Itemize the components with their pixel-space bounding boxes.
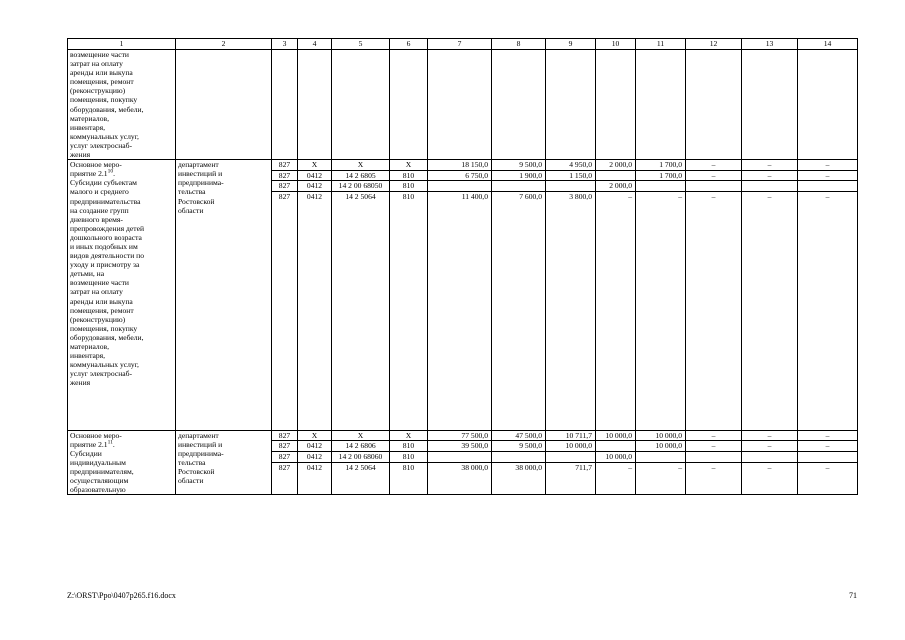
text-line: уходу и присмотру за <box>70 260 140 270</box>
text-line: . <box>113 169 115 179</box>
data-cell: 3 800,0 <box>546 191 596 430</box>
data-cell: Х <box>298 160 332 171</box>
column-header: 9 <box>546 39 596 50</box>
data-cell: – <box>686 463 742 495</box>
text-line: материалов, <box>70 113 109 123</box>
text-line: Ростовской <box>178 467 215 476</box>
text-line: инвентаря, <box>70 122 106 132</box>
text-line: аренды или выкупа <box>70 296 133 306</box>
data-cell <box>636 181 686 192</box>
data-cell: 39 500,0 <box>428 441 492 452</box>
data-cell: – <box>686 430 742 441</box>
text-line: оборудования, мебели, <box>70 104 144 114</box>
text-line: на создание групп <box>70 205 129 215</box>
data-cell: 0412 <box>298 463 332 495</box>
data-cell: – <box>742 430 798 441</box>
text-line: предпринимателям, <box>70 467 134 476</box>
data-cell: 14 2 00 68060 <box>332 452 390 463</box>
data-cell <box>798 452 858 463</box>
data-cell <box>686 452 742 463</box>
column-header: 10 <box>596 39 636 50</box>
data-cell <box>596 441 636 452</box>
text-line: затрат на оплату <box>70 287 123 297</box>
data-cell: 1 900,0 <box>492 170 546 181</box>
column-header: 11 <box>636 39 686 50</box>
text-line: области <box>178 476 204 486</box>
data-cell: – <box>636 191 686 430</box>
measure-name <box>68 430 176 495</box>
text-line: тельства <box>178 457 206 467</box>
text-line: затрат на оплату <box>70 59 123 69</box>
text-line: видов деятельности по <box>70 251 145 261</box>
data-cell: 827 <box>272 160 298 171</box>
text-line: помещения, покупку <box>70 323 138 333</box>
measure-number-line <box>70 169 173 178</box>
empty-cell <box>272 50 298 160</box>
text-line: приятие 2.1 <box>70 169 108 179</box>
text-line: оборудования, мебели, <box>70 332 144 342</box>
data-cell: 827 <box>272 452 298 463</box>
data-cell: 47 500,0 <box>492 430 546 441</box>
data-cell: 14 2 5064 <box>332 463 390 495</box>
data-cell: 77 500,0 <box>428 430 492 441</box>
data-cell: – <box>798 463 858 495</box>
data-cell: 10 711,7 <box>546 430 596 441</box>
footer-file-path: Z:\ORST\Ppo\0407p265.f16.docx <box>67 591 176 600</box>
data-cell: 810 <box>390 441 428 452</box>
empty-cell <box>596 50 636 160</box>
empty-cell <box>176 50 272 160</box>
measure-name <box>68 160 176 431</box>
data-cell: 1 700,0 <box>636 170 686 181</box>
data-cell <box>428 452 492 463</box>
data-cell: – <box>636 463 686 495</box>
data-cell: 0412 <box>298 191 332 430</box>
text-line: дошкольного возраста <box>70 232 142 242</box>
text-line: инвестиций и <box>178 439 223 449</box>
data-cell: – <box>686 170 742 181</box>
data-cell: Х <box>298 430 332 441</box>
data-cell: 18 150,0 <box>428 160 492 171</box>
text-line: аренды или выкупа <box>70 68 133 78</box>
text-line: предпринимательства <box>70 196 141 206</box>
data-cell: 2 000,0 <box>596 181 636 192</box>
executor <box>176 160 272 431</box>
text-line: возмещение части <box>70 278 129 288</box>
text-line: предпринима- <box>178 448 224 458</box>
data-cell: – <box>596 463 636 495</box>
text-line: Основное меро- <box>70 430 122 440</box>
text-line: осуществляющим <box>70 476 129 486</box>
data-cell <box>742 181 798 192</box>
empty-cell <box>742 50 798 160</box>
data-cell: 10 000,0 <box>546 441 596 452</box>
column-header: 2 <box>176 39 272 50</box>
data-cell: 14 2 00 68050 <box>332 181 390 192</box>
text-line: жения <box>70 150 91 160</box>
text-line: малого и среднего <box>70 187 129 197</box>
data-cell: – <box>798 170 858 181</box>
text-line: и иных подобных им <box>70 241 138 251</box>
data-cell: 810 <box>390 170 428 181</box>
data-cell <box>546 452 596 463</box>
data-cell: – <box>686 191 742 430</box>
data-cell: 7 600,0 <box>492 191 546 430</box>
data-cell: – <box>742 191 798 430</box>
data-cell: 9 500,0 <box>492 160 546 171</box>
data-cell: 1 150,0 <box>546 170 596 181</box>
text-line: Субсидии субъектам <box>70 178 137 188</box>
data-cell: – <box>798 160 858 171</box>
data-cell: – <box>686 160 742 171</box>
data-cell: 14 2 5064 <box>332 191 390 430</box>
column-header: 14 <box>798 39 858 50</box>
data-cell: 10 000,0 <box>596 430 636 441</box>
text-line: Субсидии <box>70 448 102 458</box>
column-header: 6 <box>390 39 428 50</box>
data-cell: 827 <box>272 181 298 192</box>
data-cell: 827 <box>272 463 298 495</box>
text-line: помещения, ремонт <box>70 77 134 87</box>
data-cell: 827 <box>272 430 298 441</box>
text-line: инвестиций и <box>178 169 223 179</box>
empty-cell <box>492 50 546 160</box>
data-cell: – <box>686 441 742 452</box>
data-cell: 10 000,0 <box>636 441 686 452</box>
text-line: Ростовской <box>178 196 215 206</box>
text-line: помещения, ремонт <box>70 305 134 315</box>
footnote-ref: 11 <box>107 439 113 446</box>
data-cell: Х <box>390 160 428 171</box>
data-cell: 14 2 6806 <box>332 441 390 452</box>
column-header: 5 <box>332 39 390 50</box>
data-cell: 0412 <box>298 181 332 192</box>
executor <box>176 430 272 495</box>
data-cell: 0412 <box>298 170 332 181</box>
data-cell: Х <box>390 430 428 441</box>
data-cell: – <box>742 463 798 495</box>
data-cell <box>798 181 858 192</box>
text-line: области <box>178 205 204 215</box>
data-cell <box>636 452 686 463</box>
text-line: помещения, покупку <box>70 95 138 105</box>
data-cell: 827 <box>272 191 298 430</box>
text-line: коммунальных услуг, <box>70 360 139 370</box>
text-line: тельства <box>178 187 206 197</box>
empty-cell <box>546 50 596 160</box>
text-line: . <box>112 439 115 449</box>
text-line: жения <box>70 378 91 388</box>
measure-name-continued <box>68 50 176 160</box>
column-header: 7 <box>428 39 492 50</box>
data-cell: 827 <box>272 170 298 181</box>
column-header: 12 <box>686 39 742 50</box>
data-cell: 810 <box>390 191 428 430</box>
data-cell <box>686 181 742 192</box>
column-header: 8 <box>492 39 546 50</box>
footnote-ref: 10 <box>107 168 114 175</box>
data-cell: 810 <box>390 181 428 192</box>
text-line: образовательную <box>70 485 126 495</box>
data-cell: 4 950,0 <box>546 160 596 171</box>
text-line: услуг электроснаб- <box>70 369 133 379</box>
text-line: препровождения детей <box>70 223 145 233</box>
data-cell: 38 000,0 <box>492 463 546 495</box>
text-line: коммунальных услуг, <box>70 131 139 141</box>
column-header: 13 <box>742 39 798 50</box>
empty-cell <box>686 50 742 160</box>
data-cell: 10 000,0 <box>596 452 636 463</box>
data-cell <box>596 170 636 181</box>
page-number: 71 <box>849 591 857 600</box>
column-header: 1 <box>68 39 176 50</box>
text-line: возмещение части <box>70 50 129 59</box>
data-cell <box>742 452 798 463</box>
text-line: департамент <box>178 160 219 170</box>
empty-cell <box>428 50 492 160</box>
text-line: (реконструкцию) <box>70 86 126 96</box>
data-cell: 827 <box>272 441 298 452</box>
data-cell: Х <box>332 160 390 171</box>
data-cell: 2 000,0 <box>596 160 636 171</box>
data-cell: – <box>798 430 858 441</box>
text-line: (реконструкцию) <box>70 314 126 324</box>
empty-cell <box>332 50 390 160</box>
text-line: Основное меро- <box>70 160 122 170</box>
data-cell: 38 000,0 <box>428 463 492 495</box>
text-line: предпринима- <box>178 178 224 188</box>
program-table <box>67 38 858 495</box>
empty-cell <box>298 50 332 160</box>
data-cell: 10 000,0 <box>636 430 686 441</box>
data-cell: 1 700,0 <box>636 160 686 171</box>
text-line: приятие 2.1 <box>70 439 108 449</box>
data-cell: 11 400,0 <box>428 191 492 430</box>
column-header: 4 <box>298 39 332 50</box>
text-line: услуг электроснаб- <box>70 140 133 150</box>
empty-cell <box>798 50 858 160</box>
data-cell: 0412 <box>298 441 332 452</box>
text-line: детьми, на <box>70 269 105 279</box>
measure-number-line <box>70 440 173 449</box>
empty-cell <box>636 50 686 160</box>
data-cell: – <box>798 191 858 430</box>
data-cell: – <box>742 170 798 181</box>
data-cell: 6 750,0 <box>428 170 492 181</box>
text-line: индивидуальным <box>70 457 126 467</box>
text-line: департамент <box>178 430 219 440</box>
data-cell: 0412 <box>298 452 332 463</box>
text-line: дневного время- <box>70 214 123 224</box>
data-cell <box>546 181 596 192</box>
data-cell <box>428 181 492 192</box>
data-cell: Х <box>332 430 390 441</box>
text-line: инвентаря, <box>70 351 106 361</box>
data-cell: 14 2 6805 <box>332 170 390 181</box>
data-cell: – <box>798 441 858 452</box>
empty-cell <box>390 50 428 160</box>
data-cell <box>492 452 546 463</box>
data-cell: – <box>742 441 798 452</box>
data-cell: 9 500,0 <box>492 441 546 452</box>
data-cell: 810 <box>390 463 428 495</box>
data-cell: 711,7 <box>546 463 596 495</box>
data-cell: 810 <box>390 452 428 463</box>
text-line: материалов, <box>70 342 109 351</box>
column-header: 3 <box>272 39 298 50</box>
data-cell: – <box>742 160 798 171</box>
data-cell <box>492 181 546 192</box>
data-cell: – <box>596 191 636 430</box>
